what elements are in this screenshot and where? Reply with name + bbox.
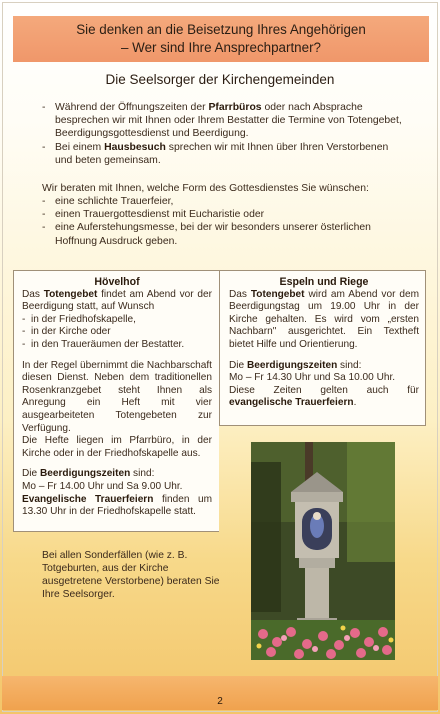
hoevelhof-times: Die Beerdigungszeiten sind: xyxy=(22,468,155,480)
hoevelhof-paragraph: Die Hefte liegen im Pfarrbüro, in der Kirche oder in der Friedhofskapelle aus. xyxy=(22,435,212,459)
service-list xyxy=(42,195,402,248)
hoevelhof-column xyxy=(22,276,212,519)
list-item: - eine Auferstehungsmesse, bei der wir besonders unserer österlichen Hoffnung Ausdruck geben. xyxy=(42,221,402,247)
intro-list xyxy=(42,101,402,167)
hoevelhof-place: - in der Friedhofskapelle, xyxy=(22,313,136,325)
header-band xyxy=(13,16,429,62)
espeln-column xyxy=(229,276,419,410)
special-cases-note: Bei allen Sonderfällen (wie z. B. Totgeburten, aus der Kirche ausgetretene Verstorbene) beraten Sie Ihre Seelsorger. xyxy=(42,550,220,600)
hoevelhof-paragraph: In der Regel übernimmt die Nachbarschaft diesen Dienst. Neben dem traditionellen Rosenkranzgebet steht Ihnen als Anregung ein Heft mit vier ausgearbeiteten Totengebeten zur Verfügung. xyxy=(22,359,212,434)
section-title: Die Seelsorger der Kirchengemeinden xyxy=(105,72,335,87)
service-intro: Wir beraten mit Ihnen, welche Form des Gottesdienstes Sie wünschen: xyxy=(42,183,369,194)
hoevelhof-place: - in der Kirche oder xyxy=(22,326,111,338)
list-item: - eine schlichte Trauerfeier, xyxy=(42,195,402,208)
espeln-totengebet: Das Totengebet wird am Abend vor dem Beerdigungstag um 19.00 Uhr in der Kirche gehalten. Es wird vom „ersten Nachbarn" ausgerichtet. Ein Textheft bietet Hilfe und Orientierung. xyxy=(229,288,419,350)
wayside-shrine-photo xyxy=(251,442,395,660)
header-line-1: Sie denken an die Beisetzung Ihres Angehörigen xyxy=(76,22,366,37)
list-item: - Während der Öffnungszeiten der Pfarrbüros oder nach Absprache besprechen wir mit Ihnen oder Ihrem Bestatter die Termine von Totengebet, Beerdigungsgottesdienst und Beerdigung. xyxy=(42,101,402,141)
espeln-times-value: Mo – Fr 14.30 Uhr und Sa 10.00 Uhr. xyxy=(229,372,396,384)
hoevelhof-times-value: Mo – Fr 14.00 Uhr und Sa 9.00 Uhr. xyxy=(22,480,183,492)
list-item: - Bei einem Hausbesuch sprechen wir mit Ihnen über Ihren Verstorbenen und beten gemeinsam. xyxy=(42,141,402,167)
header-line-2: – Wer sind Ihre Ansprechpartner? xyxy=(121,40,321,55)
espeln-evangelical: Diese Zeiten gelten auch für evangelische Trauerfeiern. xyxy=(229,384,419,409)
hoevelhof-title: Hövelhof xyxy=(94,276,140,288)
hoevelhof-evangelical: Evangelische Trauerfeiern finden um 13.30 Uhr in der Friedhofskapelle statt. xyxy=(22,493,212,518)
list-item: - einen Trauergottesdienst mit Eucharistie oder xyxy=(42,208,402,221)
page-number: 2 xyxy=(217,696,223,707)
shrine-illustration xyxy=(251,442,395,660)
espeln-title: Espeln und Riege xyxy=(279,276,369,288)
espeln-times: Die Beerdigungszeiten sind: xyxy=(229,359,362,371)
hoevelhof-place: - in den Traueräumen der Bestatter. xyxy=(22,338,185,350)
hoevelhof-totengebet: Das Totengebet findet am Abend vor der Beerdigung statt, auf Wunsch xyxy=(22,288,212,313)
